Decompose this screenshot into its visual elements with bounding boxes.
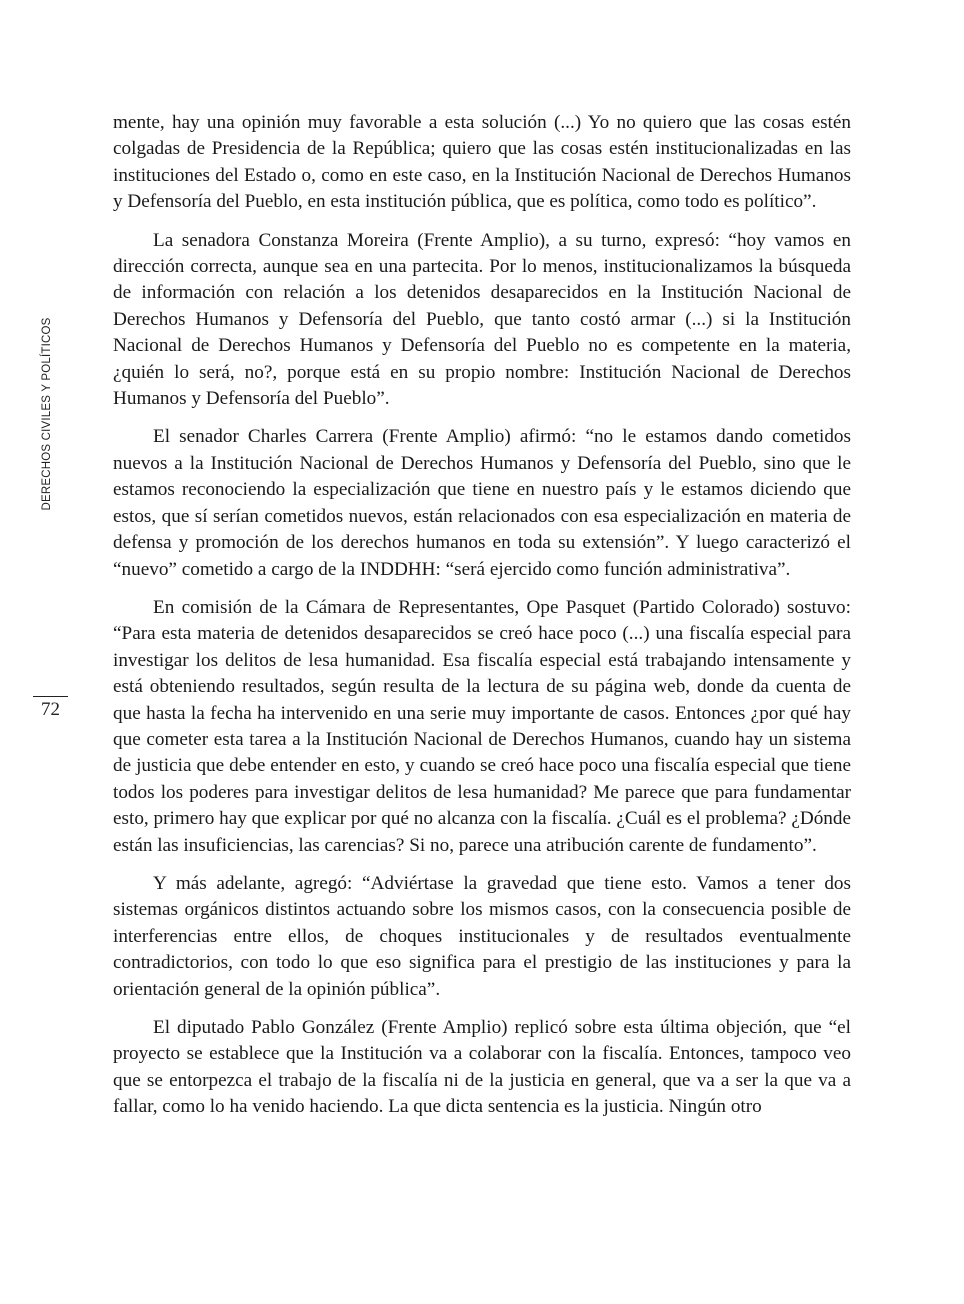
page-number-rule [33,696,68,697]
paragraph-1: mente, hay una opinión muy favorable a esta solución (...) Yo no quiero que las cosas estén colgadas de Presidencia de la República; quiero que las cosas estén institucionalizadas en las instituciones del Estado o, como en este caso, en la Institución Nacional de Derechos Humanos y Defensoría del Pueblo, en esta institución pública, que es política, como todo es político”. [113,112,851,213]
paragraph-3: El senador Charles Carrera (Frente Amplio) afirmó: “no le estamos dando cometidos nuevos a la Institución Nacional de Derechos Humanos y Defensoría del Pueblo, sino que le estamos reconociendo la especialización que tiene en nuestro país y le estamos diciendo que estos, que sí serían cometidos nuevos, están relacionados con esa especialización en materia de defensa y promoción de los derechos humanos en toda su extensión”. Y luego caracterizó el “nuevo” cometido a cargo de la INDDHH: “será ejercido como función administrativa”. [113,426,851,580]
paragraph-5: Y más adelante, agregó: “Adviértase la gravedad que tiene esto. Vamos a tener dos sistemas orgánicos distintos actuando sobre los mismos casos, con la consecuencia posible de interferencias entre ellos, de choques institucionales y de resultados eventualmente contradictorios, con todo lo que eso significa para el prestigio de las instituciones y para la orientación general de la opinión pública”. [113,872,851,1000]
paragraph-2: La senadora Constanza Moreira (Frente Amplio), a su turno, expresó: “hoy vamos en dirección correcta, aunque sea en una partecita. Por lo menos, institucionalizamos la búsqueda de información con relación a los detenidos desaparecidos en la Institución Nacional de Derechos Humanos y Defensoría del Pueblo, que tanto costó armar (...) si la Institución Nacional de Derechos Humanos y Defensoría del Pueblo no es competente en la materia, ¿quién lo será, no?, porque está en su propio nombre: Institución Nacional de Derechos Humanos y Defensoría del Pueblo”. [113,229,851,410]
paragraph-6: El diputado Pablo González (Frente Amplio) replicó sobre esta última objeción, que “el proyecto se establece que la Institución va a colaborar con la fiscalía. Entonces, tampoco veo que se entorpezca el trabajo de la fiscalía ni de la justicia en general, que va a ser la que va a fallar, como lo ha venido haciendo. La que dicta sentencia es la justicia. Ningún otro [113,1017,851,1118]
paragraph-4: En comisión de la Cámara de Representantes, Ope Pasquet (Partido Colorado) sostuvo: “Para esta materia de detenidos desaparecidos se creó hace poco (...) una fiscalía especial para investigar los delitos de lesa humanidad. Esa fiscalía especial está trabajando intensamente y está obteniendo resultados, según resulta de la lectura de su página web, donde da cuenta de que hasta la fecha ha intervenido en una serie muy importante de casos. Entonces ¿por qué hay que cometer esta tarea a la Institución Nacional de Derechos Humanos, cuando hay un sistema de justicia que debe entender en esto, y cuando se creó hace poco una fiscalía especial que tiene todos los poderes para investigar delitos de lesa humanidad? Me parece que para fundamentar esto, primero hay que explicar por qué no alcanza con la fiscalía. ¿Cuál es el problema? ¿Dónde están las insuficiencias, las carencias? Si no, parece una atribución carente de fundamento”. [113,596,851,856]
page-number: 72 [41,699,60,720]
running-header: DERECHOS CIVILES Y POLÍTICOS [41,317,53,511]
body-text [113,110,851,1133]
